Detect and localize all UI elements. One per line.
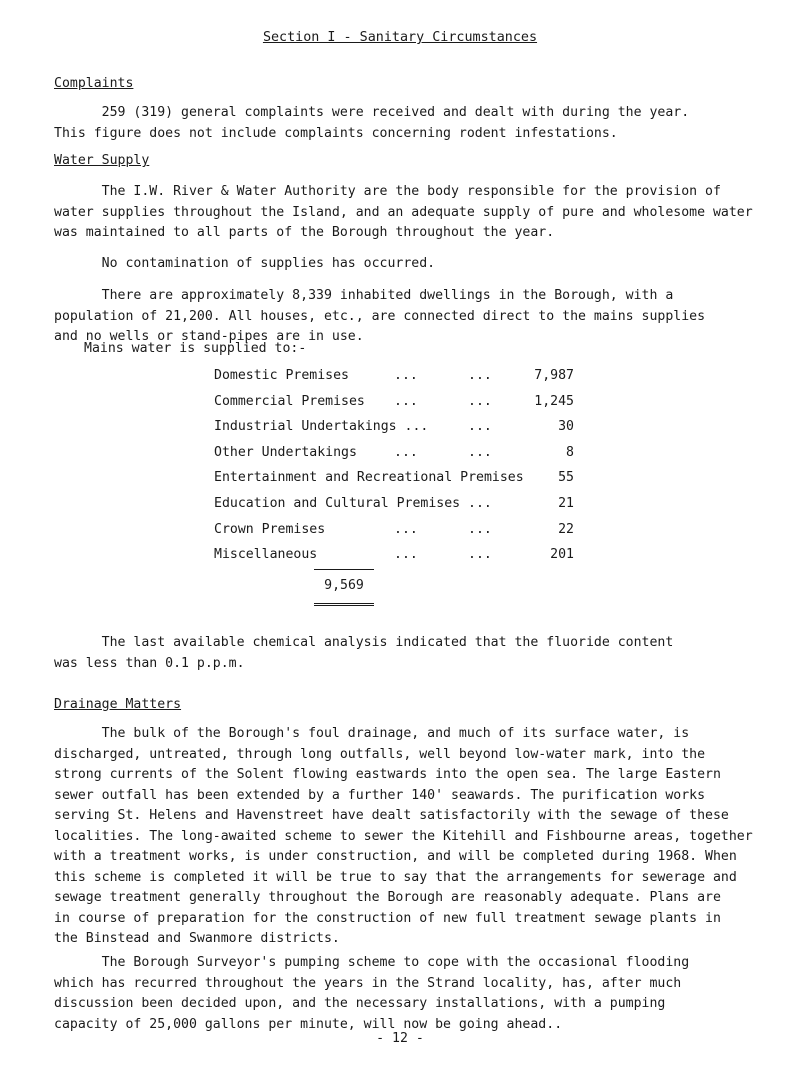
text-line: The bulk of the Borough's foul drainage, and much of its surface water, is [54,726,690,741]
water-supply-heading: Water Supply [54,153,150,168]
leader-dots: ... [468,547,492,563]
text-line: with a treatment works, is under construction, and will be completed during 1968. When [54,849,737,864]
table-row [214,547,604,573]
leader-dots: ... [394,521,418,537]
text-line: sewer outfall has been extended by a further 140' seawards. The purification works [54,787,706,803]
row-value: 1,245 [534,393,574,409]
section-title: Section I - Sanitary Circumstances [262,30,538,45]
text-line: 259 (319) general complaints were received and dealt with during the year. [54,105,690,120]
text-line: capacity of 25,000 gallons per minute, will now be going ahead.. [54,1016,563,1032]
text-line: serving St. Helens and Havenstreet have dealt satisfactorily with the sewage of these [54,808,729,823]
page-number: - 12 - [376,1031,424,1046]
leader-dots: ... [468,419,492,435]
table-row [214,496,604,522]
water-paragraph-2 [54,254,794,275]
row-label: Entertainment and Recreational Premises [214,470,524,486]
leader-dots: ... [394,444,418,460]
text-line: sewage treatment generally throughout the Borough are reasonably adequate. Plans are [54,890,721,905]
leader-dots: ... [394,393,418,409]
text-line: this scheme is completed it will be true to say that the arrangements for sewerage and [54,869,737,885]
fluoride-paragraph [54,633,794,674]
text-line: population of 21,200. All houses, etc., are connected direct to the mains supplies [54,308,706,324]
text-line: discussion been decided upon, and the necessary installations, with a pumping [54,996,666,1011]
row-label: Miscellaneous [214,547,318,563]
row-value: 22 [558,521,574,537]
drainage-paragraph-2 [54,953,794,1035]
text-line: There are approximately 8,339 inhabited dwellings in the Borough, with a [54,288,674,303]
table-total: 9,569 [324,578,364,593]
text-line: This figure does not include complaints concerning rodent infestations. [54,125,618,141]
leader-dots: ... [468,495,492,511]
leader-dots: ... [394,368,418,383]
leader-dots: ... [394,547,418,563]
leader-dots: ... [468,393,492,409]
row-label: Domestic Premises [214,368,349,383]
text-line: localities. The long-awaited scheme to sewer the Kitehill and Fishbourne areas, together [54,828,753,844]
row-label: Other Undertakings [214,444,357,460]
table-row [214,394,604,420]
table-row [214,470,604,496]
water-paragraph-1 [54,182,794,244]
leader-dots: ... [468,521,492,537]
text-line: in course of preparation for the construction of new full treatment sewage plants in [54,910,721,926]
leader-dots: ... [468,368,492,383]
text-line: was maintained to all parts of the Borough throughout the year. [54,225,555,240]
text-line: the Binstead and Swanmore districts. [54,931,340,946]
mains-supply-table [214,368,604,573]
leader-dots: ... [468,444,492,460]
row-label: Education and Cultural Premises [214,495,461,511]
complaints-heading: Complaints [54,76,134,91]
text-line: The last available chemical analysis indicated that the fluoride content [54,635,674,650]
total-double-rule [314,603,374,606]
row-label: Crown Premises [214,521,326,537]
text-line: No contamination of supplies has occurred. [54,256,436,271]
text-line: The I.W. River & Water Authority are the body responsible for the provision of [54,184,721,199]
table-row [214,522,604,548]
table-row [214,419,604,445]
text-line: The Borough Surveyor's pumping scheme to cope with the occasional flooding [54,955,690,970]
water-paragraph-3 [54,286,794,348]
complaints-paragraph [54,103,794,144]
mains-intro: Mains water is supplied to:- [84,341,307,356]
text-line: discharged, untreated, through long outfalls, well beyond low-water mark, into the [54,746,706,762]
text-line: strong currents of the Solent flowing eastwards into the open sea. The large Eastern [54,767,721,782]
text-line: was less than 0.1 p.p.m. [54,655,245,671]
drainage-paragraph-1 [54,724,794,950]
row-value: 30 [558,419,574,435]
row-value: 201 [550,547,574,563]
text-line: water supplies throughout the Island, and an adequate supply of pure and wholesome water [54,204,753,220]
table-row [214,445,604,471]
row-label: Industrial Undertakings ... [214,419,429,435]
table-row [214,368,604,394]
text-line: and no wells or stand-pipes are in use. [54,329,364,344]
row-value: 55 [558,470,574,486]
drainage-heading: Drainage Matters [54,697,182,712]
row-value: 21 [558,495,574,511]
row-value: 7,987 [534,368,574,383]
row-value: 8 [566,444,574,460]
row-label: Commercial Premises [214,393,365,409]
text-line: which has recurred throughout the years in the Strand locality, has, after much [54,975,682,991]
total-rule [314,569,374,570]
